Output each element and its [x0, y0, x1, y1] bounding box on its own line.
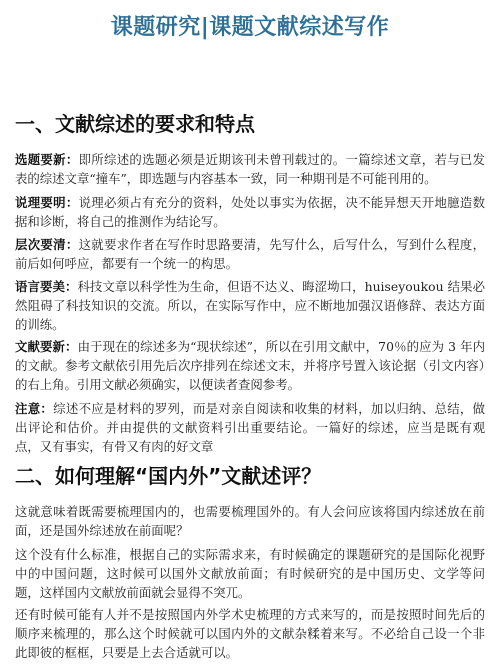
item-label: 层次要清：: [15, 237, 79, 252]
section-2-heading: 二、如何理解“国内外”文献述评？: [15, 464, 322, 488]
requirement-item: [15, 150, 485, 188]
item-label: 选题要新：: [15, 152, 79, 167]
page-title: 课题研究|课题文献综述写作: [110, 15, 390, 40]
section-1-heading: 一、文献综述的要求和特点: [15, 112, 255, 136]
item-label: 语言要美：: [15, 279, 78, 294]
item-text: 科技文章以科学性为生命，但语不达义、晦涩坳口，huiseyoukou 结果必然阻碍了科技知识的交流。所以，在实际写作中，应不断地加强汉语修辞、表达方面的训练。: [15, 279, 485, 333]
item-label: 说理要明：: [15, 195, 79, 210]
requirement-item: [15, 193, 485, 231]
item-text: 综述不应是材料的罗列，而是对亲自阅读和收集的材料，加以归纳、总结，做出评论和估价。并由提供的文献资料引出重要结论。一篇好的综述，应当是既有观点，又有事实，有骨又有肉的好文章: [15, 401, 486, 455]
item-label: 文献要新：: [15, 339, 78, 354]
body-paragraph: 还有时候可能有人并不是按照国内外学术史梳理的方式来写的，而是按照时间先后的顺序来梳理的，那么这个时候就可以国内外的文献杂糅着来写。不必给自己设一个非此即彼的框框，只要是上去合适就可以。: [15, 607, 485, 661]
body-paragraph: 这就意味着既需要梳理国内的，也需要梳理国外的。有人会问应该将国内综述放在前面，还是国外综述放在前面呢？: [15, 504, 485, 539]
requirement-item: [15, 399, 485, 457]
item-label: 注意：: [15, 401, 54, 416]
item-text: 由于现在的综述多为“现状综述”，所以在引用文献中，70％的应为 3 年内的文献。参考文献依引用先后次序排列在综述文末，并将序号置入该论据（引文内容）的右上角。引用文献必须确实，以便读者查阅参考。: [15, 339, 486, 393]
item-text: 说理必须占有充分的资料，处处以事实为依据，决不能异想天开地臆造数据和诊断，将自己的推测作为结论写。: [15, 195, 486, 230]
requirement-item: [15, 277, 485, 335]
requirement-item: [15, 337, 485, 395]
item-text: 这就要求作者在写作时思路要清，先写什么，后写什么，写到什么程度，前后如何呼应，都要有一个统一的构思。: [15, 237, 486, 272]
item-text: 即所综述的选题必须是近期该刊未曾刊载过的。一篇综述文章，若与已发表的综述文章“撞车”，即选题与内容基本一致，同一种期刊是不可能刊用的。: [15, 152, 486, 187]
requirement-item: [15, 235, 485, 273]
body-paragraph: 这个没有什么标准，根据自己的实际需求来，有时候确定的课题研究的是国际化视野中的中国问题，这时候可以国外文献放前面；有时候研究的是中国历史、文学等问题，这样国内文献放前面就会显得不突兀。: [15, 547, 485, 601]
